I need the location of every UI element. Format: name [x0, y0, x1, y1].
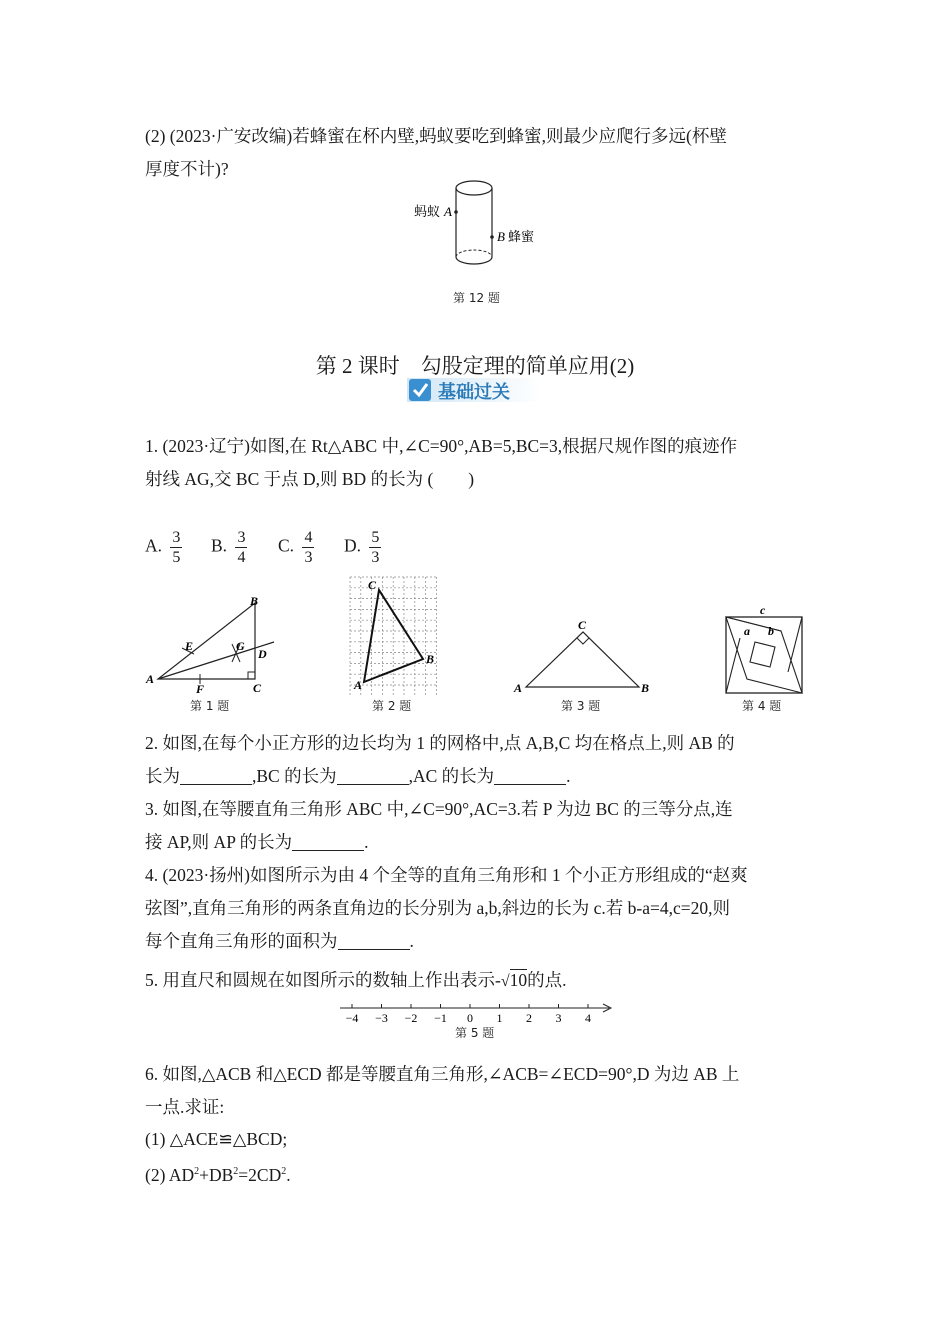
axis-tick-label: −1: [434, 1011, 447, 1025]
figure-3: [510, 612, 660, 697]
q6-line1: 6. 如图,△ACB 和△ECD 都是等腰直角三角形,∠ACB=∠ECD=90°,D 为边 AB 上: [145, 1064, 740, 1084]
svg-text:B: B: [641, 681, 650, 695]
svg-text:a: a: [744, 624, 750, 638]
svg-text:E: E: [185, 639, 194, 653]
prev-part-line2: 厚度不计)?: [145, 159, 229, 179]
cylinder-figure: [405, 175, 555, 275]
label-honey: 蜂蜜: [508, 229, 535, 244]
svg-text:C: C: [578, 618, 587, 632]
q4-line3: 每个直角三角形的面积为 .: [145, 931, 414, 951]
caption-fig3: 第 3 题: [561, 699, 601, 713]
q1-option-b: B. $\frac{3}{4}$: [211, 529, 246, 566]
svg-text:b: b: [768, 624, 774, 638]
axis-tick-label: −2: [404, 1011, 418, 1025]
svg-text:A: A: [146, 672, 155, 686]
svg-text:C: C: [253, 681, 262, 695]
q5-line: 5. 用直尺和圆规在如图所示的数轴上作出表示-√10的点.: [145, 970, 567, 990]
q2-blank-ab[interactable]: [180, 766, 252, 785]
lesson-title: 第 2 课时 勾股定理的简单应用(2): [315, 354, 635, 378]
axis-tick-label: 4: [585, 1011, 591, 1025]
badge-label: 基础过关: [438, 382, 510, 403]
q6-part1: (1) △ACE≌△BCD;: [145, 1129, 288, 1149]
q1-line1: 1. (2023·辽宁)如图,在 Rt△ABC 中,∠C=90°,AB=5,BC=3,根据尺规作图的痕迹作: [145, 436, 738, 456]
sqrt-symbol: √: [500, 973, 510, 990]
axis-tick-label: 1: [496, 1011, 503, 1025]
q3-blank-ap[interactable]: [292, 832, 364, 851]
q2-line1: 2. 如图,在每个小正方形的边长均为 1 的网格中,点 A,B,C 均在格点上,则 AB 的: [145, 733, 735, 753]
svg-text:D: D: [258, 647, 267, 661]
svg-text:G: G: [236, 639, 245, 653]
caption-fig12: 第 12 题: [453, 291, 500, 305]
axis-tick-label: −3: [375, 1011, 388, 1025]
q3-line1: 3. 如图,在等腰直角三角形 ABC 中,∠C=90°,AC=3.若 P 为边 BC 的三等分点,连: [145, 799, 733, 819]
q1-option-c: C. $\frac{4}{3}$: [278, 529, 313, 566]
label-ant: 蚂蚁: [414, 204, 441, 219]
svg-text:A: A: [514, 681, 523, 695]
svg-text:F: F: [196, 682, 205, 696]
q1-option-a: A. $\frac{3}{5}$: [145, 529, 181, 566]
q4-line1: 4. (2023·扬州)如图所示为由 4 个全等的直角三角形和 1 个小正方形组成的“赵爽: [145, 865, 748, 885]
q5-radicand: 10: [509, 970, 528, 990]
axis-tick-label: 3: [555, 1011, 562, 1025]
q6-part2: (2) $AD^2+DB^2=2CD^2$.: [145, 1164, 291, 1185]
prev-part-line1: (2) (2023·广安改编)若蜂蜜在杯内壁,蚂蚁要吃到蜂蜜,则最少应爬行多远(杯壁: [145, 126, 727, 146]
label-B: B: [497, 229, 505, 244]
svg-text:B: B: [426, 652, 435, 666]
axis-tick-label: 2: [526, 1011, 532, 1025]
caption-fig2: 第 2 题: [372, 699, 412, 713]
svg-text:B: B: [250, 594, 259, 608]
figure-4: [720, 602, 810, 697]
axis-tick-label: −4: [345, 1011, 359, 1025]
checkbox-icon: [409, 379, 431, 401]
q1-line2: 射线 AG,交 BC 于点 D,则 BD 的长为 ( ): [145, 469, 475, 489]
q4-line2: 弦图”,直角三角形的两条直角边的长分别为 a,b,斜边的长为 c.若 b-a=4,c=20,则: [145, 898, 731, 918]
q4-blank-area[interactable]: [338, 931, 410, 950]
q2-blank-ac[interactable]: [494, 766, 566, 785]
q1-option-d: D. $\frac{5}{3}$: [344, 529, 380, 566]
q2-line2: 长为 ,BC 的长为 ,AC 的长为 .: [145, 766, 571, 786]
label-A: A: [444, 204, 452, 219]
caption-fig5: 第 5 题: [455, 1026, 495, 1040]
caption-fig1: 第 1 题: [190, 699, 230, 713]
caption-fig4: 第 4 题: [742, 699, 782, 713]
svg-text:C: C: [368, 578, 377, 592]
axis-tick-label: 0: [467, 1011, 473, 1025]
svg-text:A: A: [354, 678, 363, 692]
q2-blank-bc[interactable]: [337, 766, 409, 785]
svg-text:c: c: [760, 603, 766, 617]
figure-2-grid: [348, 575, 443, 695]
q6-line2: 一点.求证:: [145, 1097, 225, 1117]
q3-line2: 接 AP,则 AP 的长为 .: [145, 832, 369, 852]
figure-1: [140, 590, 290, 700]
